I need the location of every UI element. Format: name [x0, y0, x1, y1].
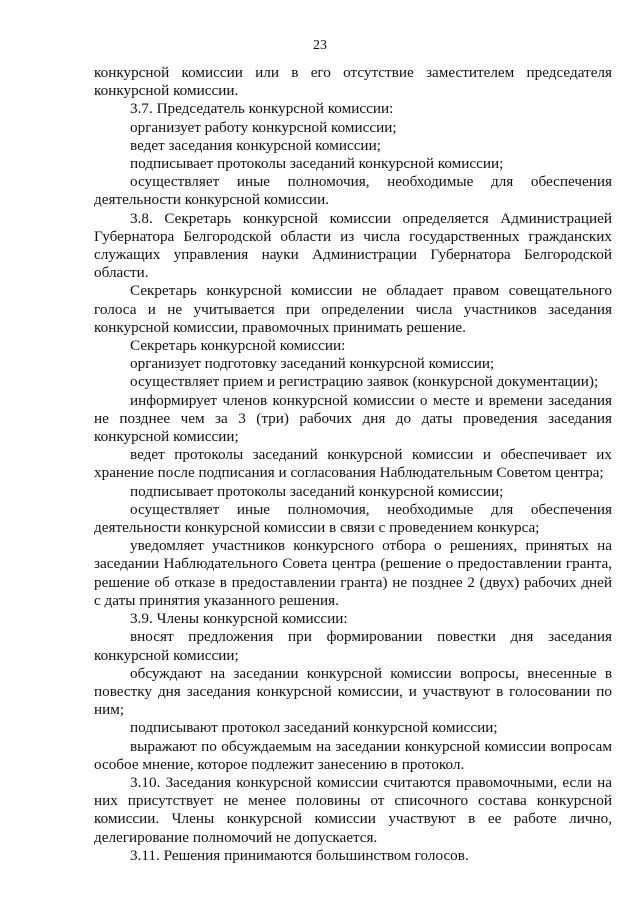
paragraph-16: уведомляет участников конкурсного отбора о решениях, принятых на заседании Наблюдательного Совета центра (решение о предоставлении гранта, решение об отказе в предоставлении гранта) не позднее 2 (двух) рабочих дней с даты принятия указанного решения.	[94, 537, 612, 609]
paragraph-18: вносят предложения при формировании повестки дня заседания конкурсной комиссии;	[94, 628, 612, 664]
paragraph-8: Секретарь конкурсной комиссии не обладает правом совещательного голоса и не учитывается при определении числа участников заседания конкурсной комиссии, правомочных принимать решение.	[94, 282, 612, 336]
paragraph-21: выражают по обсуждаемым на заседании конкурсной комиссии вопросам особое мнение, которое подлежит занесению в протокол.	[94, 737, 612, 773]
paragraph-11: осуществляет прием и регистрацию заявок (конкурсной документации);	[130, 373, 599, 391]
paragraph-10: организует подготовку заседаний конкурсной комиссии;	[130, 355, 495, 373]
document-body	[94, 64, 612, 865]
paragraph-4: ведет заседания конкурсной комиссии;	[130, 136, 381, 154]
paragraph-20: подписывают протокол заседаний конкурсной комиссии;	[130, 719, 498, 737]
paragraph-1: конкурсной комиссии или в его отсутствие заместителем председателя конкурсной комиссии.	[94, 64, 612, 100]
paragraph-3: организует работу конкурсной комиссии;	[130, 118, 397, 136]
paragraph-9: Секретарь конкурсной комиссии:	[130, 337, 346, 355]
paragraph-7: 3.8. Секретарь конкурсной комиссии определяется Администрацией Губернатора Белгородской области из числа государственных гражданских служащих управления науки Администрации Губернатора Белгородской области.	[94, 209, 612, 282]
paragraph-5: подписывает протоколы заседаний конкурсной комиссии;	[130, 155, 504, 173]
paragraph-17: 3.9. Члены конкурсной комиссии:	[130, 610, 348, 628]
paragraph-13: ведет протоколы заседаний конкурсной комиссии и обеспечивает их хранение после подписания и согласования Наблюдательным Советом центра;	[94, 446, 612, 482]
paragraph-15: осуществляет иные полномочия, необходимые для обеспечения деятельности конкурсной комиссии в связи с проведением конкурса;	[94, 500, 612, 537]
paragraph-2: 3.7. Председатель конкурсной комиссии:	[130, 100, 394, 118]
paragraph-14: подписывает протоколы заседаний конкурсной комиссии;	[130, 482, 504, 500]
paragraph-22: 3.10. Заседания конкурсной комиссии считаются правомочными, если на них присутствует не менее половины от списочного состава конкурсной комиссии. Члены конкурсной комиссии участвуют в ее работе лично, делегирование полномочий не допускается.	[94, 773, 612, 846]
page-number: 23	[313, 38, 327, 53]
paragraph-19: обсуждают на заседании конкурсной комиссии вопросы, внесенные в повестку дня заседания конкурсной комиссии, и участвуют в голосовании по ним;	[94, 664, 612, 719]
paragraph-23: 3.11. Решения принимаются большинством голосов.	[130, 846, 469, 864]
paragraph-6: осуществляет иные полномочия, необходимые для обеспечения деятельности конкурсной комиссии.	[94, 173, 612, 209]
paragraph-12: информирует членов конкурсной комиссии о месте и времени заседания не позднее чем за 3 (три) рабочих дня до даты проведения заседания конкурсной комиссии;	[94, 391, 612, 446]
